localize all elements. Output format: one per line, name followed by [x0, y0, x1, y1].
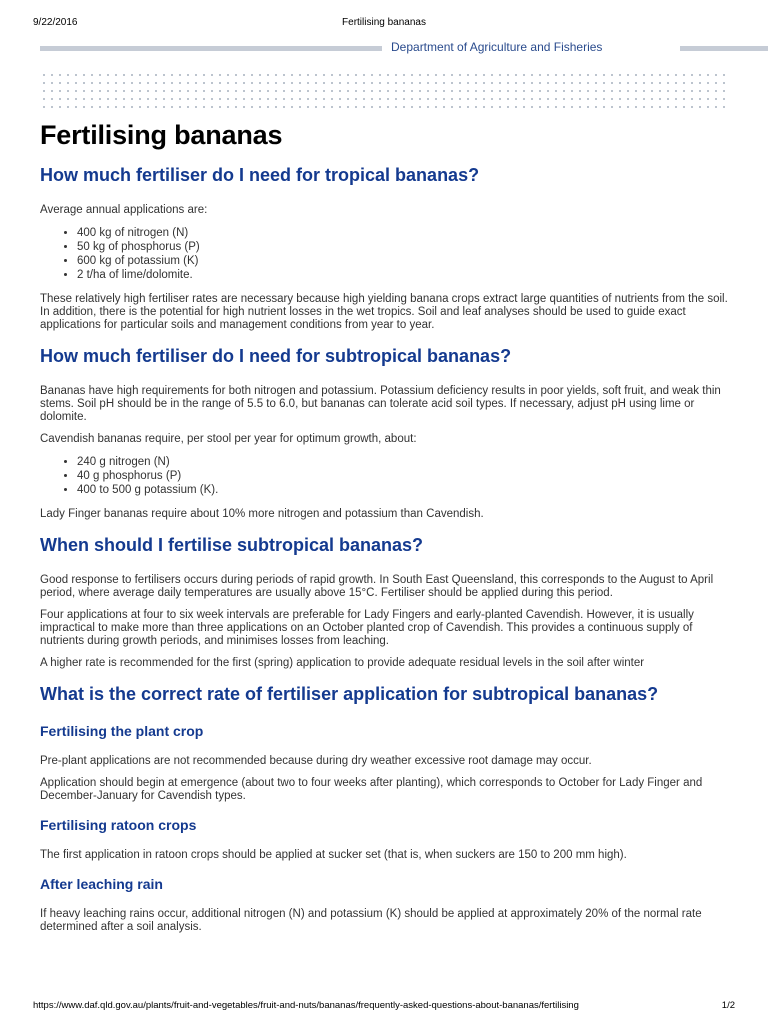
paragraph: These relatively high fertiliser rates are necessary because high yielding banana crops extract large quantities of nutrients from the soil. In addition, there is the potential for high nutrient losses in the wet tropics. Soil and leaf analyses should be used to guide exact applications for particular soils and management conditions from year to year. — [40, 293, 728, 331]
cavendish-requirement-list — [40, 455, 730, 497]
list-item: • 40 g phosphorus (P) — [77, 469, 730, 483]
page-number: 1/2 — [721, 1000, 735, 1011]
paragraph: Good response to fertilisers occurs during periods of rapid growth. In South East Queensland, this corresponds to the August to April period, where average daily temperatures are usually above 15°C. Fertiliser should be applied during this period. — [40, 574, 714, 599]
list-item: • 600 kg of potassium (K) — [77, 254, 730, 268]
paragraph: Application should begin at emergence (about two to four weeks after planting), which corresponds to October for Lady Finger and December-January for Cavendish types. — [40, 777, 703, 802]
list-item: • 400 to 500 g potassium (K). — [77, 483, 730, 497]
list-item: • 2 t/ha of lime/dolomite. — [77, 268, 730, 282]
department-name[interactable]: Department of Agriculture and Fisheries — [391, 40, 603, 54]
print-title: Fertilising bananas — [342, 17, 426, 28]
print-date: 9/22/2016 — [33, 17, 78, 28]
page-title: Fertilising bananas — [40, 120, 283, 150]
list-item: • 240 g nitrogen (N) — [77, 455, 730, 469]
dot-pattern-divider — [40, 71, 728, 113]
paragraph: A higher rate is recommended for the first (spring) application to provide adequate residual levels in the soil after winter — [40, 657, 645, 669]
paragraph: Cavendish bananas require, per stool per year for optimum growth, about: — [40, 433, 417, 445]
list-item: • 400 kg of nitrogen (N) — [77, 226, 730, 240]
section-heading-tropical: How much fertiliser do I need for tropical bananas? — [40, 165, 480, 185]
print-footer — [33, 1000, 735, 1014]
paragraph: The first application in ratoon crops should be applied at sucker set (that is, when suckers are 150 to 200 mm high). — [40, 849, 627, 861]
section-intro: Average annual applications are: — [40, 204, 208, 216]
section-heading-when: When should I fertilise subtropical bananas? — [40, 535, 424, 555]
banner-bar-right — [680, 46, 768, 51]
paragraph: Bananas have high requirements for both nitrogen and potassium. Potassium deficiency results in poor yields, soft fruit, and weak thin stems. Soil pH should be in the range of 5.5 to 6.0, but bananas can tolerate acid soil types. If necessary, adjust pH using lime or dolomite. — [40, 385, 721, 423]
paragraph: Lady Finger bananas require about 10% more nitrogen and potassium than Cavendish. — [40, 508, 484, 520]
paragraph: If heavy leaching rains occur, additional nitrogen (N) and potassium (K) should be applied at approximately 20% of the normal rate determined after a soil analysis. — [40, 908, 702, 933]
page-url[interactable]: https://www.daf.qld.gov.au/plants/fruit-and-vegetables/fruit-and-nuts/bananas/frequently-asked-questions-about-bananas/fertilising — [33, 1000, 579, 1011]
subheading-ratoon-crops: Fertilising ratoon crops — [40, 817, 197, 833]
list-item: • 50 kg of phosphorus (P) — [77, 240, 730, 254]
tropical-application-list — [40, 226, 730, 282]
department-banner — [40, 41, 730, 55]
paragraph: Pre-plant applications are not recommended because during dry weather excessive root damage may occur. — [40, 755, 592, 767]
banner-bar-left — [40, 46, 382, 51]
paragraph: Four applications at four to six week intervals are preferable for Lady Fingers and early-planted Cavendish. However, it is usually impractical to make more than three applications on an October planted crop of Cavendish. This provides a continuous supply of nutrients during growth periods, and minimises losses from leaching. — [40, 609, 694, 647]
print-header — [33, 17, 735, 31]
section-heading-subtropical: How much fertiliser do I need for subtropical bananas? — [40, 346, 512, 366]
section-heading-rate: What is the correct rate of fertiliser application for subtropical bananas? — [40, 684, 659, 704]
subheading-leaching-rain: After leaching rain — [40, 876, 163, 892]
main-content — [40, 120, 730, 943]
subheading-plant-crop: Fertilising the plant crop — [40, 723, 204, 739]
